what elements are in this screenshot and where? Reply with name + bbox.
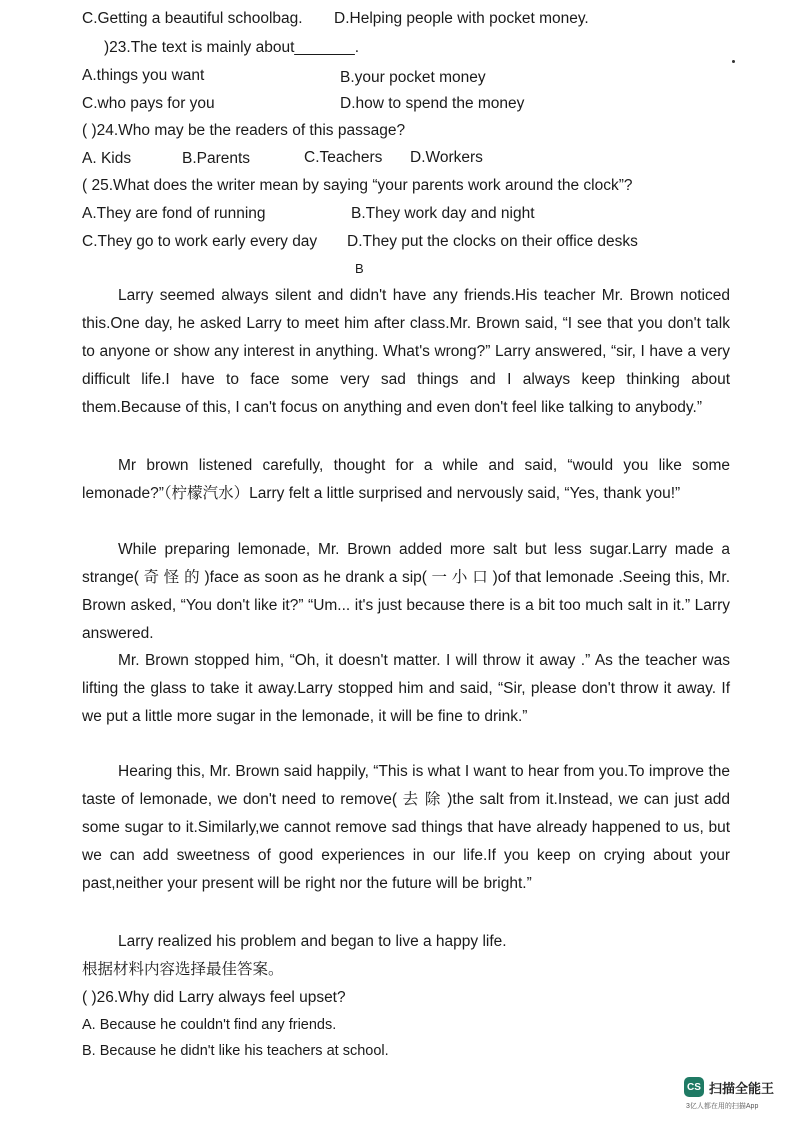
q22-option-c: C.Getting a beautiful schoolbag. [82,10,303,27]
passage-paragraph-2 [82,452,730,508]
q25-option-a: A.They are fond of running [82,205,266,222]
q26-option-b: B. Because he didn't like his teachers at school. [82,1043,389,1059]
q23-option-d: D.how to spend the money [340,95,525,112]
q25-option-c: C.They go to work early every day [82,233,318,250]
q23-option-a: A.things you want [82,67,205,84]
q25-option-d: D.They put the clocks on their office desks [347,233,638,250]
q24-option-a: A. Kids [82,150,132,167]
q26-option-a: A. Because he couldn't find any friends. [82,1017,337,1033]
passage-text: Hearing this, Mr. Brown said happily, “This is what I want to hear from you.To improve the taste of lemonade, we don't need to remove( 去 除 )the salt from it.Instead, we can just add some sugar to it.Similarly,we cannot remove sad things that have already happened to us, but we can add sweetness of good experiences in our life.If you keep on crying about your past,neither your present will be right nor the future will be bright.” [82,763,730,892]
passage-text: Larry seemed always silent and didn't have any friends.His teacher Mr. Brown noticed this.One day, he asked Larry to meet him after class.Mr. Brown said, “I see that you don't talk to anyone or show any interest in anything. What's wrong?” Larry answered, “sir, I have a very difficult life.I have to face some very sad things and I always keep thinking about them.Because of this, I can't focus on anything and even don't feel like talking to anybody.” [82,287,730,416]
q23-stem: )23.The text is mainly about_______. [104,39,360,56]
q25-option-b: B.They work day and night [351,205,535,222]
q23-option-c: C.who pays for you [82,95,215,112]
q23-option-b: B.your pocket money [340,69,486,86]
q24-option-d: D.Workers [410,149,483,166]
camscanner-logo-icon: CS [684,1077,704,1097]
q24-option-c: C.Teachers [304,149,383,166]
camscanner-watermark [684,1077,774,1097]
passage-paragraph-3 [82,536,730,648]
q24-option-b: B.Parents [182,150,251,167]
q26-stem: ( )26.Why did Larry always feel upset? [82,989,346,1006]
passage-paragraph-6 [82,928,730,956]
q22-option-d: D.Helping people with pocket money. [334,10,589,27]
passage-paragraph-4 [82,647,730,731]
instruction: 根据材料内容选择最佳答案。 [82,961,284,978]
section-b-heading: B [355,261,364,276]
passage-text: Mr. Brown stopped him, “Oh, it doesn't matter. I will throw it away .” As the teacher was lifting the glass to take it away.Larry stopped him and said, “Sir, please don't throw it away. If we put a little more sugar in the lemonade, it will be fine to drink.” [82,652,730,725]
passage-text: Larry realized his problem and began to live a happy life. [118,933,507,950]
passage-paragraph-1 [82,282,730,422]
passage-text: Mr brown listened carefully, thought for a while and said, “would you like some lemonade?”（柠檬汽水）Larry felt a little surprised and nervously said, “Yes, thank you!” [82,457,730,502]
camscanner-tagline: 3亿人都在用的扫描App [686,1103,759,1110]
q24-stem: ( )24.Who may be the readers of this passage? [82,122,406,139]
camscanner-name: 扫描全能王 [709,1080,775,1096]
passage-paragraph-5 [82,758,730,898]
q25-stem: ( 25.What does the writer mean by saying “your parents work around the clock”? [82,177,633,194]
scan-speck [732,60,735,63]
passage-text: While preparing lemonade, Mr. Brown added more salt but less sugar.Larry made a strange( 奇 怪 的 )face as soon as he drank a sip( 一 小 口 )of that lemonade .Seeing this, Mr. Brown asked, “You don't like it?” “Um... it's just because there is a bit too much salt in it.” Larry answered. [82,541,730,642]
